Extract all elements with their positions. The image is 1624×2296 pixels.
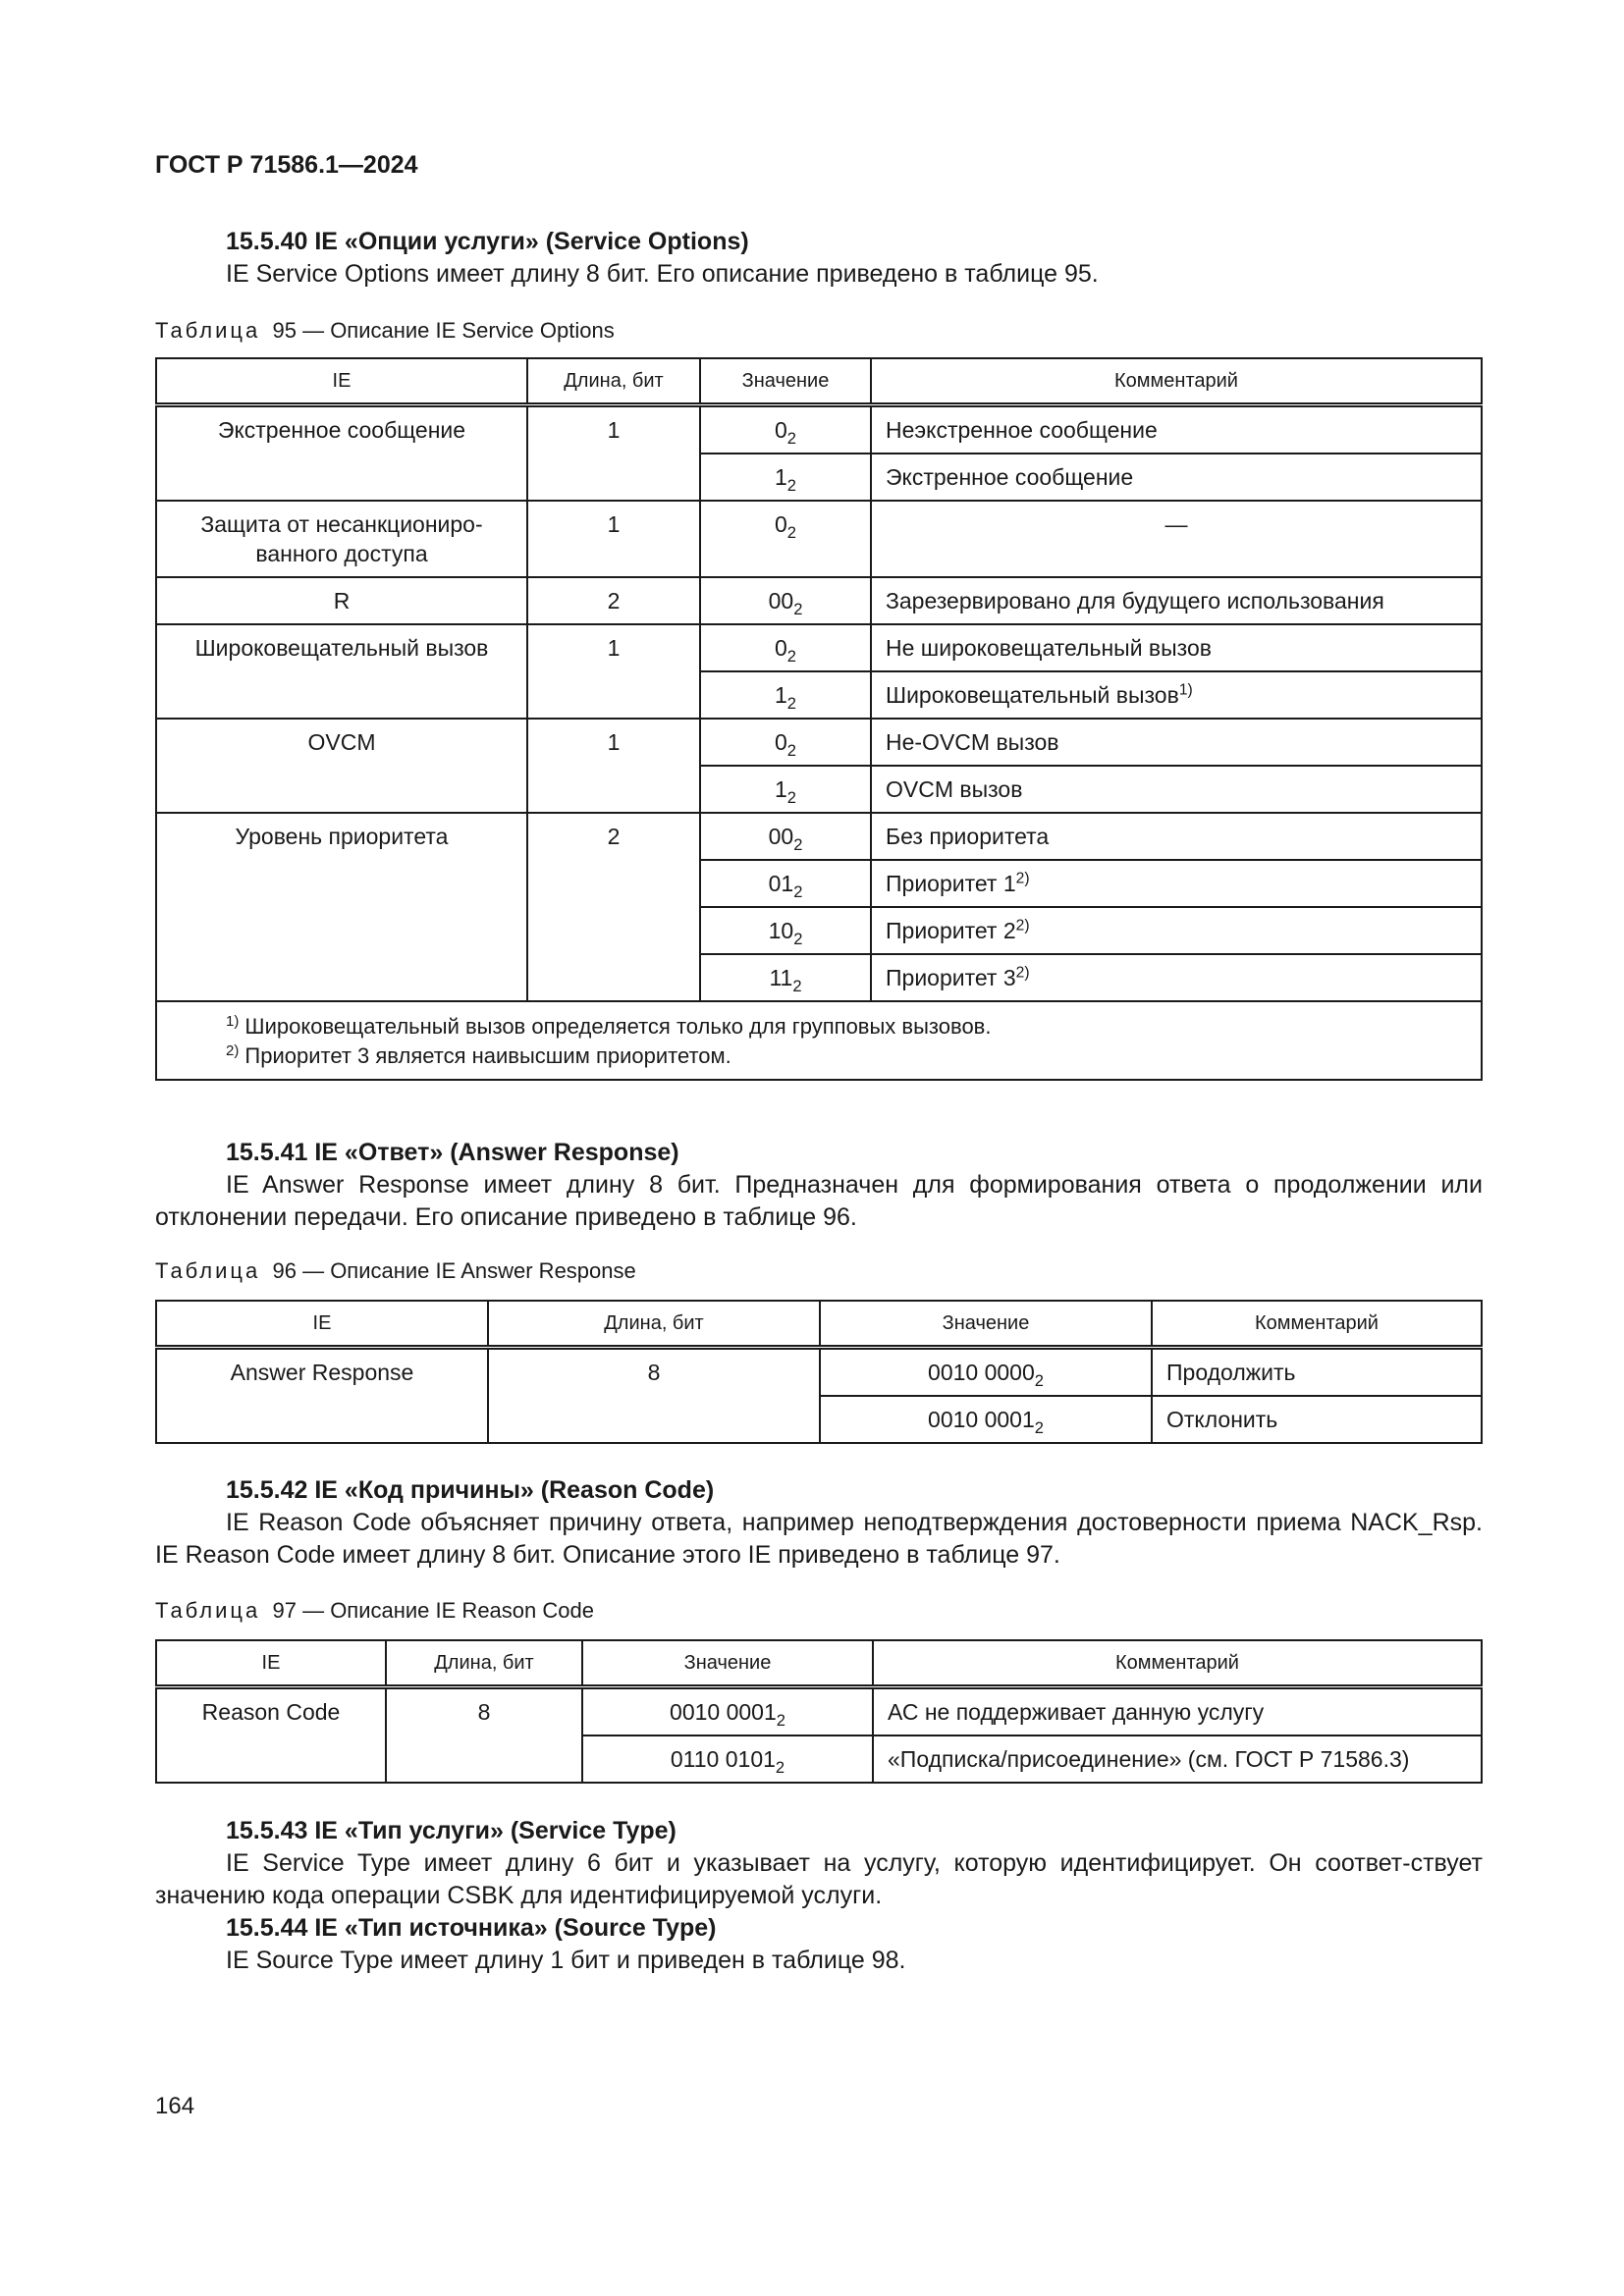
cell-comment: «Подписка/присоединение» (см. ГОСТ Р 71586.3) [873,1735,1482,1783]
footnote-mark: 2) [1015,870,1030,887]
table-row [156,1348,1482,1397]
cell-ie: R [156,577,527,624]
table-header-row [156,1640,1482,1687]
cell-length: 1 [527,719,700,813]
table-header-row [156,358,1482,405]
cell-comment: OVCM вызов [871,766,1482,813]
table-96-caption [155,1256,1483,1286]
caption-word: Таблица [155,318,261,343]
cell-length: 1 [527,624,700,719]
cell-ie: Широковещательный вызов [156,624,527,719]
section-title: 15.5.44 IE «Тип источника» (Source Type) [226,1914,717,1942]
table-row [156,1687,1482,1736]
table-notes [156,1001,1482,1080]
footnote-mark: 1) [1178,681,1193,699]
cell-comment: Экстренное сообщение [871,454,1482,501]
cell-comment: АС не поддерживает данную услугу [873,1687,1482,1736]
cell-comment: Широковещательный вызов$^{1)}$ [871,671,1482,719]
cell-value: 0110 $0101_2$ [582,1735,873,1783]
table-row [156,813,1482,860]
footnote: $^{1)}$ Широковещательный вызов определяется только для групповых вызовов. [226,1012,992,1039]
header-ie: IE [156,1640,386,1687]
cell-value: $0_2$ [700,719,871,766]
section-15-5-42 [155,1474,1483,1572]
cell-ie: Экстренное сообщение [156,405,527,502]
cell-comment: Приоритет 1$^{2)}$ [871,860,1482,907]
cell-value: $0_2$ [700,624,871,671]
cell-comment: Не-OVCM вызов [871,719,1482,766]
cell-comment: Отклонить [1152,1396,1482,1443]
caption-word: Таблица [155,1598,261,1623]
section-text: IE Service Options имеет длину 8 бит. Его описание приведено в таблице 95. [226,260,1099,288]
cell-comment: — [871,501,1482,577]
cell-comment: Продолжить [1152,1348,1482,1397]
table-row [156,577,1482,624]
table-row [156,405,1482,454]
table-97 [155,1639,1483,1784]
header-comment: Комментарий [1152,1301,1482,1348]
cell-value: $0_2$ [700,405,871,454]
cell-comment: Приоритет 2$^{2)}$ [871,907,1482,954]
page-number: 164 [155,2093,195,2119]
section-text: IE Answer Response имеет длину 8 бит. Предназначен для формирования ответа о продолжении или отклонении передачи. Его описание приведено в таблице 96. [155,1171,1483,1231]
header-value: Значение [582,1640,873,1687]
cell-length: 8 [386,1687,582,1784]
cell-value: $1_2$ [700,766,871,813]
header-length: Длина, бит [386,1640,582,1687]
header-value: Значение [820,1301,1152,1348]
cell-value: $1_2$ [700,454,871,501]
section-text: IE Reason Code объясняет причину ответа, например неподтверждения достоверности приема NACK_Rsp. IE Reason Code имеет длину 8 бит. Описание этого IE приведено в таблице 97. [155,1509,1483,1569]
cell-value: 0010 $0001_2$ [820,1396,1152,1443]
table-notes-row [156,1001,1482,1080]
section-text: IE Source Type имеет длину 1 бит и приведен в таблице 98. [226,1947,906,1974]
cell-value: $0_2$ [700,501,871,577]
table-row [156,624,1482,671]
cell-value: $01_2$ [700,860,871,907]
document-header: ГОСТ Р 71586.1—2024 [155,151,418,179]
cell-comment: Не широковещательный вызов [871,624,1482,671]
cell-length: 2 [527,577,700,624]
cell-ie: Answer Response [156,1348,488,1444]
cell-value: $10_2$ [700,907,871,954]
footnote-mark: 2) [1015,964,1030,982]
cell-comment: Приоритет 3$^{2)}$ [871,954,1482,1001]
cell-length: 1 [527,405,700,502]
section-title: 15.5.41 IE «Ответ» (Answer Response) [226,1139,679,1166]
table-header-row [156,1301,1482,1348]
table-95-caption [155,316,1483,346]
header-ie: IE [156,358,527,405]
footnote: $^{2)}$ Приоритет 3 является наивысшим приоритетом. [226,1041,731,1068]
table-95 [155,357,1483,1081]
section-15-5-44 [155,1912,1483,1977]
cell-ie: Reason Code [156,1687,386,1784]
cell-length: 2 [527,813,700,1001]
header-value: Значение [700,358,871,405]
table-row [156,501,1482,577]
header-length: Длина, бит [488,1301,820,1348]
section-15-5-40 [155,226,1483,291]
cell-value: $00_2$ [700,577,871,624]
caption-word: Таблица [155,1258,261,1283]
header-comment: Комментарий [871,358,1482,405]
table-96 [155,1300,1483,1444]
section-text: IE Service Type имеет длину 6 бит и указывает на услугу, которую идентифицирует. Он соответ-ствует значению кода операции CSBK для идентифицируемой услуги. [155,1849,1483,1909]
caption-text: 97 — Описание IE Reason Code [272,1598,594,1623]
footnote-mark: 2) [1015,917,1030,934]
header-length: Длина, бит [527,358,700,405]
cell-value: $1_2$ [700,671,871,719]
table-row [156,719,1482,766]
table-97-caption [155,1596,1483,1626]
section-title: 15.5.42 IE «Код причины» (Reason Code) [226,1476,715,1504]
section-15-5-41 [155,1137,1483,1234]
section-title: 15.5.40 IE «Опции услуги» (Service Options) [226,228,749,255]
cell-length: 8 [488,1348,820,1444]
section-title: 15.5.43 IE «Тип услуги» (Service Type) [226,1817,677,1844]
cell-comment: Неэкстренное сообщение [871,405,1482,454]
cell-ie: Уровень приоритета [156,813,527,1001]
cell-value: $11_2$ [700,954,871,1001]
cell-ie: OVCM [156,719,527,813]
cell-length: 1 [527,501,700,577]
cell-comment: Зарезервировано для будущего использования [871,577,1482,624]
header-ie: IE [156,1301,488,1348]
cell-value: 0010 $0001_2$ [582,1687,873,1736]
cell-comment: Без приоритета [871,813,1482,860]
caption-text: 96 — Описание IE Answer Response [272,1258,636,1283]
section-15-5-43 [155,1815,1483,1912]
cell-ie: Защита от несанкциониро-ванного доступа [156,501,527,577]
cell-value: 0010 $0000_2$ [820,1348,1152,1397]
cell-value: $00_2$ [700,813,871,860]
header-comment: Комментарий [873,1640,1482,1687]
caption-text: 95 — Описание IE Service Options [272,318,615,343]
